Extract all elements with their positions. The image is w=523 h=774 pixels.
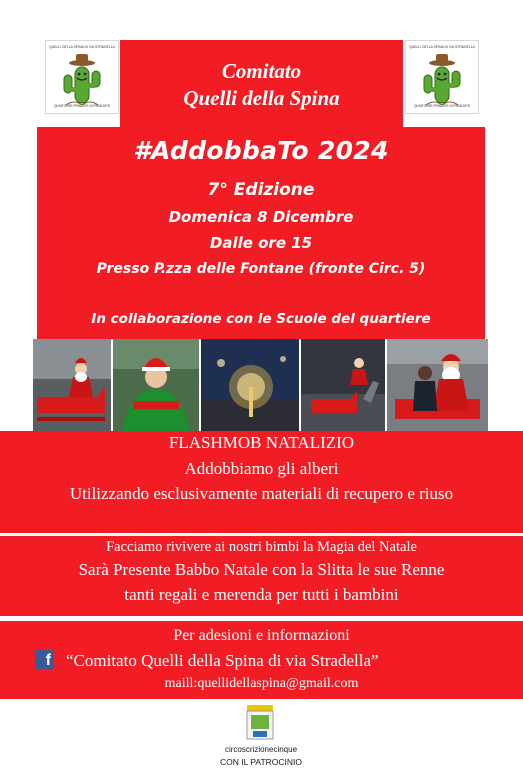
flashmob-line2: Utilizzando esclusivamente materiali di recupero e riuso bbox=[69, 484, 454, 503]
event-date: Domenica 8 Dicembre bbox=[168, 208, 354, 226]
magic-line3: tanti regali e merenda per tutti i bambini bbox=[124, 585, 399, 604]
committee-title-line2: Quelli della Spina bbox=[183, 86, 340, 110]
logo-caption-top: QUELLI DELLA SPINA DI VIA STRADELLA bbox=[409, 45, 475, 49]
patronage-logo-text: circoscrizionecinque bbox=[224, 745, 298, 754]
circoscrizione-logo-icon bbox=[213, 703, 309, 747]
photo-santa-child bbox=[387, 339, 488, 431]
event-time: Dalle ore 15 bbox=[209, 234, 313, 252]
magic-line2: Sarà Presente Babbo Natale con la Slitta le sue Renne bbox=[78, 560, 445, 579]
flashmob-line1: Addobbiamo gli alberi bbox=[184, 459, 339, 478]
photo-elf bbox=[113, 339, 199, 431]
flashmob-title: FLASHMOB NATALIZIO bbox=[168, 433, 355, 452]
contact-email[interactable]: maill:quellidellaspina@gmail.com bbox=[164, 676, 359, 691]
event-hashtag: #AddobbaTo 2024 bbox=[133, 136, 389, 165]
patronage-label: CON IL PATROCINIO bbox=[219, 757, 303, 767]
cactus-logo-right bbox=[405, 40, 479, 114]
photo-santa-sleigh bbox=[33, 339, 111, 431]
logo-caption-top: QUELLI DELLA SPINA DI VIA STRADELLA bbox=[49, 45, 115, 49]
cactus-icon bbox=[46, 41, 118, 113]
photo-lights-tree bbox=[201, 339, 299, 431]
patronage-block bbox=[213, 703, 309, 771]
cactus-icon bbox=[406, 41, 478, 113]
contacts-heading: Per adesioni e informazioni bbox=[173, 627, 350, 644]
event-place: Presso P.zza delle Fontane (fronte Circ. 5) bbox=[96, 261, 426, 277]
logo-caption-bottom: QUARTIERE PRINCIPE DI PIEMONTE bbox=[413, 104, 471, 108]
photo-strip bbox=[33, 339, 488, 431]
logo-caption-bottom: QUARTIERE PRINCIPE DI PIEMONTE bbox=[53, 104, 111, 108]
photo-santa-night bbox=[301, 339, 385, 431]
event-edition: 7° Edizione bbox=[207, 180, 315, 200]
magic-line1: Facciamo rivivere ai nostri bimbi la Magia del Natale bbox=[106, 539, 417, 555]
facebook-icon[interactable]: f bbox=[35, 650, 54, 669]
event-collaboration: In collaborazione con le Scuole del quartiere bbox=[91, 311, 431, 327]
committee-title-line1: Comitato bbox=[221, 59, 302, 83]
facebook-page-name[interactable]: “Comitato Quelli della Spina di via Stradella” bbox=[66, 651, 379, 670]
cactus-logo-left bbox=[45, 40, 119, 114]
